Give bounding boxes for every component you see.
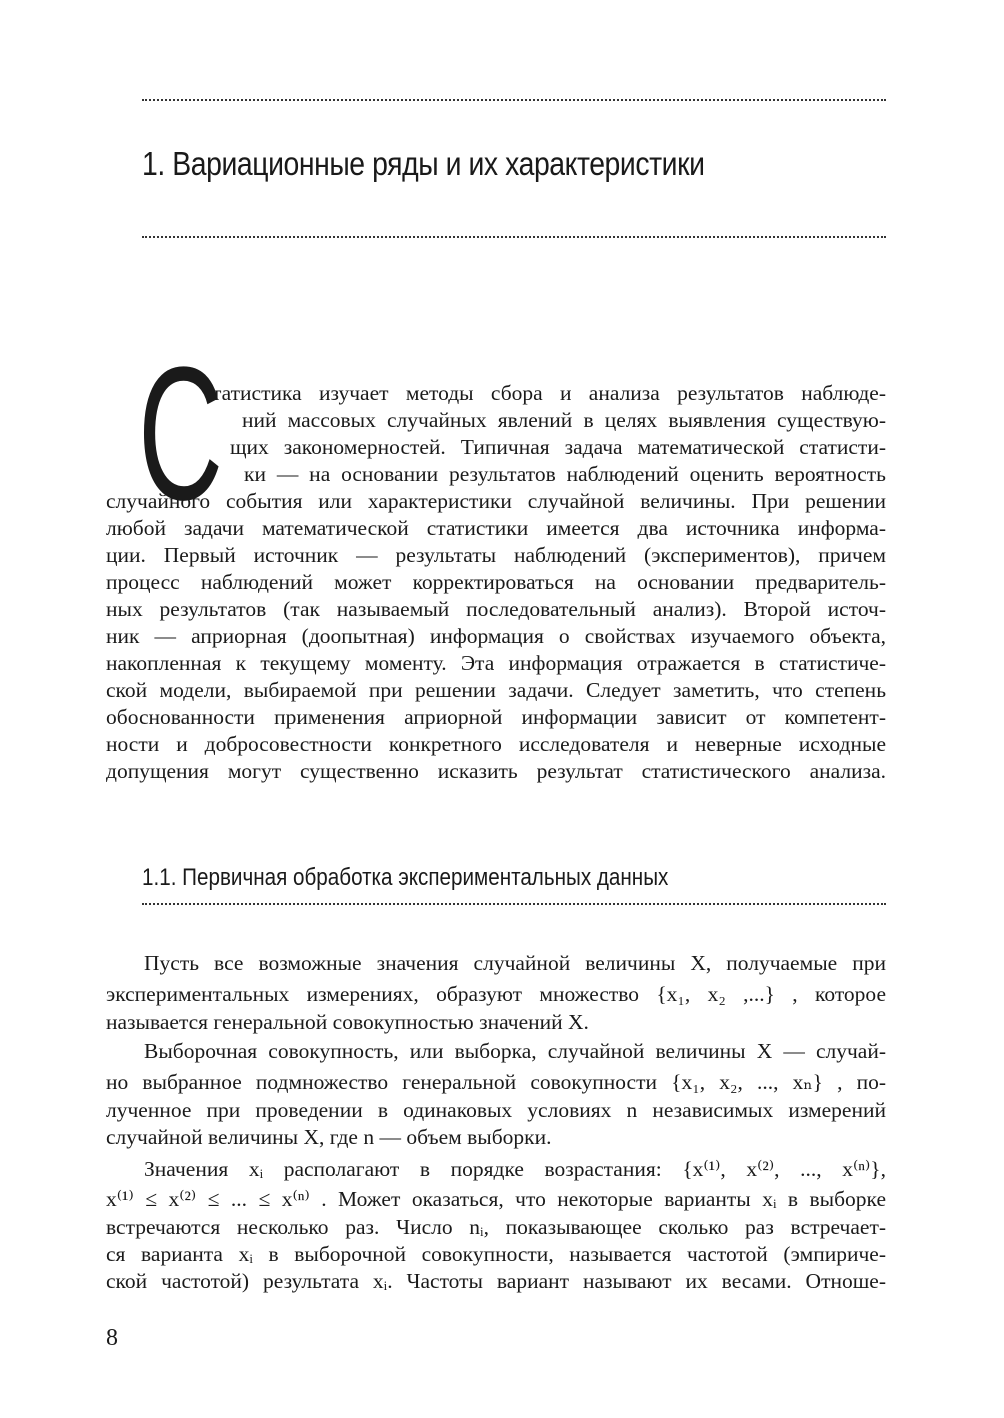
text-line: ской модели, выбираемой при решении задачи. Следует заметить, что степень xyxy=(106,678,886,702)
text-line: ки — на основании результатов наблюдений оценить вероятность xyxy=(244,462,886,486)
section-dotted-rule xyxy=(142,903,886,905)
chapter-dotted-rule xyxy=(142,236,886,238)
chapter-title: 1. Вариационные ряды и их характеристики xyxy=(142,145,705,182)
text-line: ник — априорная (доопытная) информация о свойствах изучаемого объекта, xyxy=(106,624,886,648)
text-line: ской частотой) результата xᵢ. Частоты вариант называют их весами. Отноше- xyxy=(106,1269,886,1293)
text-line: но выбранное подмножество генеральной совокупности {x₁, x₂, ..., xₙ} , по- xyxy=(106,1070,886,1094)
page-number: 8 xyxy=(106,1325,118,1351)
text-line: любой задачи математической статистики имеется два источника информа- xyxy=(106,516,886,540)
text-line: Выборочная совокупность, или выборка, случайной величины X — случай- xyxy=(144,1039,886,1063)
drop-cap: С xyxy=(138,328,224,540)
text-line: обоснованности применения априорной информации зависит от компетент- xyxy=(106,705,886,729)
text-line: ся варианта xᵢ в выборочной совокупности, называется частотой (эмпириче- xyxy=(106,1242,886,1266)
text-line: встречаются несколько раз. Число nᵢ, показывающее сколько раз встречает- xyxy=(106,1215,886,1239)
text-line: допущения могут существенно исказить результат статистического анализа. xyxy=(106,759,886,783)
text-line: ных результатов (так называемый последовательный анализ). Второй источ- xyxy=(106,597,886,621)
text-line: накопленная к текущему моменту. Эта информация отражается в статистиче- xyxy=(106,651,886,675)
text-line: ности и добросовестности конкретного исследователя и неверные исходные xyxy=(106,732,886,756)
text-line: татистика изучает методы сбора и анализа результатов наблюде- xyxy=(212,381,886,405)
text-line: ний массовых случайных явлений в целях выявления существую- xyxy=(242,408,886,432)
text-line: экспериментальных измерениях, образуют множество {x₁, x₂ ,...} , которое xyxy=(106,982,886,1006)
text-line: процесс наблюдений может корректироваться на основании предваритель- xyxy=(106,570,886,594)
text-line: ции. Первый источник — результаты наблюдений (экспериментов), причем xyxy=(106,543,886,567)
text-line: щих закономерностей. Типичная задача математической статисти- xyxy=(230,435,886,459)
text-line: Значения xᵢ располагают в порядке возрастания: {x⁽¹⁾, x⁽²⁾, ..., x⁽ⁿ⁾}, xyxy=(144,1157,886,1181)
text-line: называется генеральной совокупностью значений X. xyxy=(106,1010,589,1034)
text-line: случайной величины X, где n — объем выборки. xyxy=(106,1125,552,1149)
top-dotted-rule xyxy=(142,99,886,101)
text-line: x⁽¹⁾ ≤ x⁽²⁾ ≤ ... ≤ x⁽ⁿ⁾ . Может оказаться, что некоторые варианты xᵢ в выборке xyxy=(106,1187,886,1211)
text-line: лученное при проведении в одинаковых условиях n независимых измерений xyxy=(106,1098,886,1122)
text-line: Пусть все возможные значения случайной величины X, получаемые при xyxy=(144,951,886,975)
section-title: 1.1. Первичная обработка экспериментальных данных xyxy=(142,864,669,891)
text-line: случайного события или характеристики случайной величины. При решении xyxy=(106,489,886,513)
